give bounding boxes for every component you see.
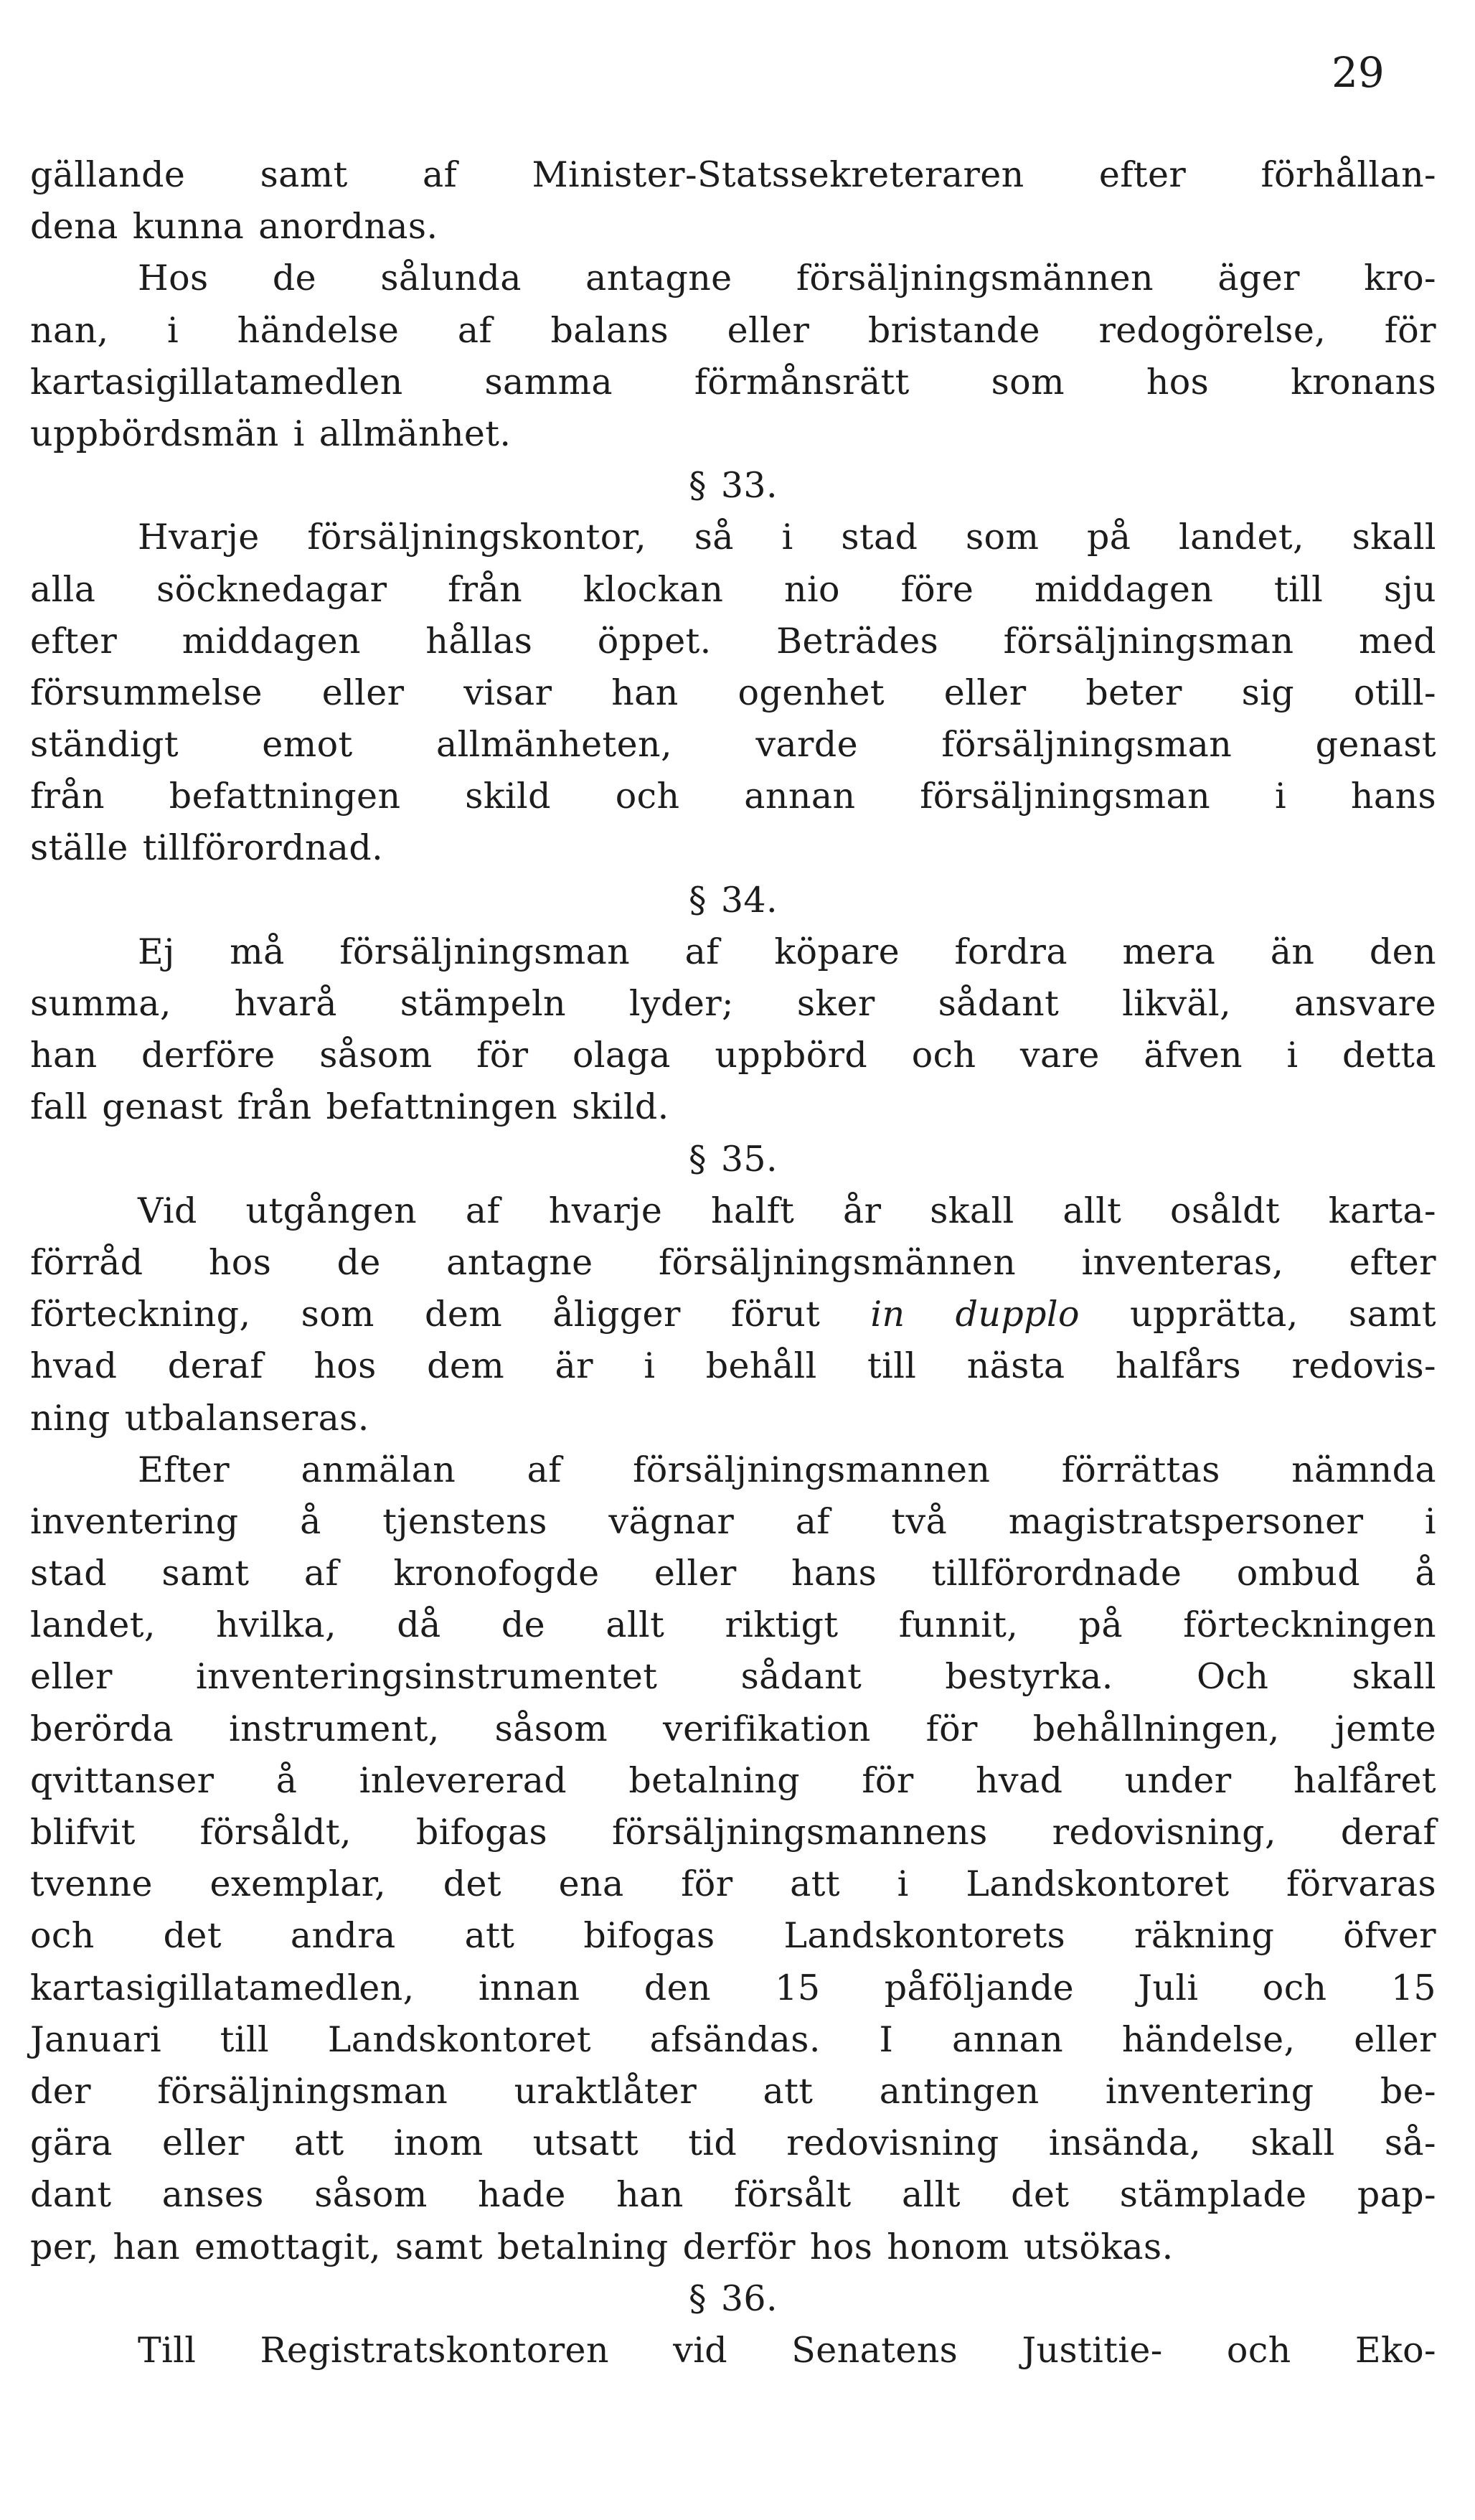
text-line: ständigt emot allmänheten, varde försäljningsman genast <box>30 724 1436 766</box>
text-line: gällande samt af Minister-Statssekreteraren efter förhållan- <box>30 154 1436 195</box>
section-heading: § 33. <box>688 465 778 507</box>
text-line: landet, hvilka, då de allt riktigt funnit, på förteckningen <box>30 1604 1436 1646</box>
text-line: Hvarje försäljningskontor, så i stad som på landet, skall <box>138 517 1436 558</box>
text-line: uppbördsmän i allmänhet. <box>30 413 512 454</box>
text-line: och det andra att bifogas Landskontorets räkning öfver <box>30 1915 1436 1957</box>
text-line: fall genast från befattningen skild. <box>30 1086 669 1128</box>
text-line: Efter anmälan af försäljningsmannen förrättas nämnda <box>138 1449 1436 1490</box>
text-line: hvad deraf hos dem är i behåll till nästa halfårs redovis- <box>30 1345 1436 1387</box>
text-line: inventering å tjenstens vägnar af två magistratspersoner i <box>30 1500 1436 1542</box>
text-line: berörda instrument, såsom verifikation för behållningen, jemte <box>30 1708 1436 1749</box>
text-line: alla söcknedagar från klockan nio före middagen till sju <box>30 568 1436 610</box>
text-line-with-italic <box>30 1289 1436 1340</box>
text-line: kartasigillatamedlen samma förmånsrätt som hos kronans <box>30 361 1436 403</box>
text-line: Till Registratskontoren vid Senatens Justitie- och Eko- <box>138 2329 1436 2371</box>
text-segment: förteckning, som dem åligger förut <box>30 1294 871 1335</box>
text-line: blifvit försåldt, bifogas försäljningsmannens redovisning, deraf <box>30 1812 1436 1853</box>
section-heading: § 35. <box>688 1138 778 1180</box>
text-line: per, han emottagit, samt betalning derför hos honom utsökas. <box>30 2226 1174 2267</box>
page-number: 29 <box>1332 48 1385 97</box>
text-line: Vid utgången af hvarje halft år skall allt osåldt karta- <box>138 1190 1436 1231</box>
text-line: Ej må försäljningsman af köpare fordra mera än den <box>138 931 1436 972</box>
text-line: dant anses såsom hade han försålt allt det stämplade pap- <box>30 2174 1436 2216</box>
text-line: kartasigillatamedlen, innan den 15 påföljande Juli och 15 <box>30 1967 1436 2008</box>
text-line: Hos de sålunda antagne försäljningsmännen äger kro- <box>138 258 1436 299</box>
text-line: efter middagen hållas öppet. Beträdes försäljningsman med <box>30 620 1436 662</box>
text-line: dena kunna anordnas. <box>30 206 438 248</box>
text-line: der försäljningsman uraktlåter att antingen inventering be- <box>30 2070 1436 2112</box>
text-line: han derföre såsom för olaga uppbörd och vare äfven i detta <box>30 1035 1436 1076</box>
text-line: nan, i händelse af balans eller bristande redogörelse, för <box>30 309 1436 351</box>
text-line: Januari till Landskontoret afsändas. I annan händelse, eller <box>30 2018 1436 2060</box>
text-line: från befattningen skild och annan försäljningsman i hans <box>30 776 1436 817</box>
text-line: gära eller att inom utsatt tid redovisning insända, skall så- <box>30 2122 1436 2164</box>
text-line: förråd hos de antagne försäljningsmännen inventeras, efter <box>30 1241 1436 1283</box>
text-line: ning utbalanseras. <box>30 1397 369 1439</box>
text-line: försummelse eller visar han ogenhet eller beter sig otill- <box>30 672 1436 713</box>
text-line: tvenne exemplar, det ena för att i Landskontoret förvaras <box>30 1863 1436 1905</box>
text-line: qvittanser å inlevererad betalning för hvad under halfåret <box>30 1759 1436 1801</box>
text-line: stad samt af kronofogde eller hans tillförordnade ombud å <box>30 1553 1436 1594</box>
text-line: ställe tillförordnad. <box>30 827 384 869</box>
italic-phrase: in dupplo <box>870 1294 1080 1335</box>
section-heading: § 34. <box>688 879 778 921</box>
text-segment: upprätta, samt <box>1079 1294 1437 1335</box>
body-text <box>30 149 1436 2376</box>
section-heading: § 36. <box>688 2277 778 2319</box>
text-line: eller inventeringsinstrumentet sådant bestyrka. Och skall <box>30 1656 1436 1698</box>
text-line: summa, hvarå stämpeln lyder; sker sådant likväl, ansvare <box>30 983 1436 1024</box>
